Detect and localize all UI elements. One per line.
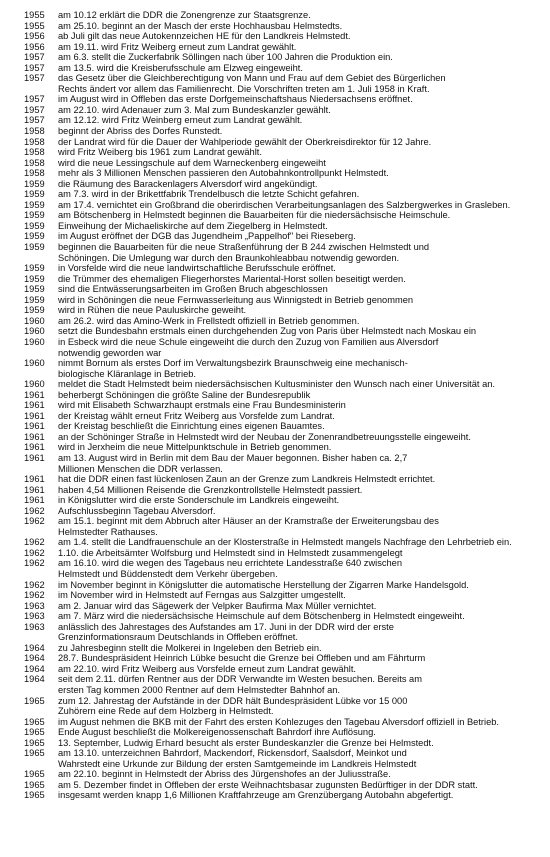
entry-text [58, 653, 544, 664]
entry-text [58, 453, 544, 474]
chronicle-entry [24, 432, 544, 443]
entry-year: 1959 [24, 273, 45, 284]
chronicle-entry [24, 474, 544, 485]
entry-text [58, 105, 544, 116]
chronicle-entry [24, 158, 544, 169]
entry-text [58, 326, 544, 337]
chronicle-entry [24, 168, 544, 179]
chronicle-entry [24, 485, 544, 496]
entry-text [58, 126, 544, 137]
chronicle-entry [24, 442, 544, 453]
entry-year: 1965 [24, 695, 45, 706]
entry-year: 1963 [24, 600, 45, 611]
entry-text [58, 717, 544, 728]
entry-text-line: am 22.10. wird Adenauer zum 3. Mal zum Bundeskanzler gewählt. [58, 104, 331, 115]
entry-text-line: Aufschlussbeginn Tagebau Alversdorf. [58, 505, 216, 516]
chronicle-entry [24, 674, 544, 695]
entry-year: 1961 [24, 474, 45, 485]
entry-text-line: wird in Rühen die neue Pauluskirche geweiht. [58, 305, 247, 316]
entry-year: 1957 [24, 62, 45, 73]
entry-text [58, 31, 544, 42]
entry-text-line: in Königslutter wird die erste Sonderschule im Landkreis eingeweiht. [58, 495, 340, 506]
entry-text-line: 13. September, Ludwig Erhard besucht als erster Bundeskanzler die Grenze bei Helmstedt. [58, 737, 434, 748]
chronicle-entry [24, 221, 544, 232]
entry-text-line: Grenzinformationsraum Deutschlands in Offleben eröffnet. [58, 632, 298, 643]
entry-text [58, 42, 544, 53]
chronicle-entry [24, 548, 544, 559]
entry-year: 1958 [24, 126, 45, 137]
entry-text-line: sind die Entwässerungsarbeiten im Großen Bruch abgeschlossen [58, 284, 328, 295]
entry-text-line: beherbergt Schöningen die größte Saline der Bundesrepublik [58, 389, 311, 400]
chronicle-entry [24, 63, 544, 74]
entry-text [58, 421, 544, 432]
entry-year: 1961 [24, 400, 45, 411]
entry-year: 1957 [24, 104, 45, 115]
chronicle-entry [24, 263, 544, 274]
entry-year: 1964 [24, 642, 45, 653]
entry-year: 1960 [24, 315, 45, 326]
entry-text-line: Rechts ändert vor allem das Familienrecht. Die Vorschriften treten am 1. Juli 1958 in Kraft. [58, 83, 430, 94]
entry-year: 1963 [24, 621, 45, 632]
chronicle-entry [24, 727, 544, 738]
entry-year: 1958 [24, 157, 45, 168]
entry-year: 1960 [24, 336, 45, 347]
entry-year: 1958 [24, 147, 45, 158]
entry-year: 1961 [24, 495, 45, 506]
entry-text-line: beginnt der Abriss des Dorfes Runstedt. [58, 126, 223, 137]
entry-text-line: der Kreistag beschließt die Einrichtung eines eigenen Bauamtes. [58, 421, 325, 432]
chronicle-entry [24, 73, 544, 94]
entry-text-line: mehr als 3 Millionen Menschen passieren den Autobahnkontrollpunkt Helmstedt. [58, 168, 389, 179]
entry-text [58, 52, 544, 63]
entry-year: 1963 [24, 611, 45, 622]
entry-text-line: biologische Kläranlage in Betrieb. [58, 368, 196, 379]
chronicle-entry [24, 147, 544, 158]
entry-year: 1959 [24, 242, 45, 253]
entry-text [58, 558, 544, 579]
chronicle-entry [24, 611, 544, 622]
entry-year: 1961 [24, 410, 45, 421]
entry-year: 1959 [24, 189, 45, 200]
entry-text-line: Wahrstedt eine Urkunde zur Bildung der ersten Samtgemeinde im Landkreis Helmstedt [58, 758, 417, 769]
entry-text [58, 622, 544, 643]
entry-text [58, 432, 544, 443]
entry-text-line: ersten Tag kommen 2000 Rentner auf dem Helmstedter Bahnhof an. [58, 685, 340, 695]
chronicle-entry [24, 189, 544, 200]
entry-text [58, 274, 544, 285]
entry-text-line: am 22.10. wird Fritz Weiberg aus Vorsfelde erneut zum Landrat gewählt. [58, 663, 356, 674]
entry-text [58, 769, 544, 780]
entry-year: 1959 [24, 305, 45, 316]
entry-text-line: am 10.12 erklärt die DDR die Zonengrenze zur Staatsgrenze. [58, 10, 311, 20]
entry-text [58, 643, 544, 654]
entry-text [58, 337, 544, 358]
entry-year: 1959 [24, 199, 45, 210]
entry-text [58, 411, 544, 422]
entry-text-line: insgesamt werden knapp 1,6 Millionen Kraftfahrzeuge am Grenzübergang Autobahn abgefertigt. [58, 790, 454, 801]
entry-year: 1965 [24, 769, 45, 780]
entry-text-line: Schöningen. Die Umlegung war durch den Braunkohleabbau notwendig geworden. [58, 252, 400, 263]
chronicle-entry [24, 105, 544, 116]
entry-text-line: wird Fritz Weiberg bis 1961 zum Landrat gewählt. [58, 147, 262, 158]
chronicle-entry [24, 31, 544, 42]
entry-text [58, 601, 544, 612]
entry-text [58, 242, 544, 263]
entry-year: 1955 [24, 10, 45, 20]
chronicle-entry [24, 696, 544, 717]
chronicle-entry [24, 316, 544, 327]
chronicle-entry [24, 390, 544, 401]
entry-text-line: die Trümmer des ehemaligen Fliegerhorstes Mariental-Horst sollen beseitigt werden. [58, 273, 406, 284]
entry-year: 1961 [24, 421, 45, 432]
entry-text [58, 210, 544, 221]
entry-year: 1956 [24, 31, 45, 42]
entry-year: 1960 [24, 326, 45, 337]
entry-text [58, 305, 544, 316]
entry-text [58, 696, 544, 717]
entry-text-line: haben 4,54 Millionen Reisende die Grenzkontrollstelle Helmstedt passiert. [58, 484, 363, 495]
entry-year: 1956 [24, 41, 45, 52]
entry-year: 1961 [24, 484, 45, 495]
entry-year: 1965 [24, 790, 45, 801]
chronicle-entry [24, 580, 544, 591]
entry-text [58, 738, 544, 749]
entry-text-line: Millionen Menschen die DDR verlassen. [58, 463, 223, 474]
chronicle-entry [24, 326, 544, 337]
entry-year: 1959 [24, 178, 45, 189]
entry-text-line: am 13.10. unterzeichnen Bahrdorf, Mackendorf, Rickensdorf, Saalsdorf, Meinkot und [58, 748, 407, 759]
chronicle-entry [24, 305, 544, 316]
entry-text-line: das Gesetz über die Gleichberechtigung von Mann und Frau auf dem Gebiet des Bürgerlichen [58, 73, 446, 84]
entry-text-line: notwendig geworden war [58, 347, 162, 358]
entry-text-line: am Bötschenberg in Helmstedt beginnen die Bauarbeiten für die niedersächsische Heimschule. [58, 210, 451, 221]
chronicle-entry [24, 274, 544, 285]
entry-year: 1962 [24, 537, 45, 548]
entry-text-line: am 12.12. wird Fritz Weinberg erneut zum Landrat gewählt. [58, 115, 303, 126]
entry-text-line: Einweihung der Michaeliskirche auf dem Ziegelberg in Helmstedt. [58, 220, 328, 231]
entry-text-line: in Vorsfelde wird die neue landwirtschaftliche Berufsschule eröffnet. [58, 263, 336, 274]
entry-text-line: wird in Schöningen die neue Fernwasserleitung aus Winnigstedt in Betrieb genommen [58, 294, 414, 305]
chronicle-entry [24, 601, 544, 612]
entry-text [58, 94, 544, 105]
entry-year: 1958 [24, 168, 45, 179]
chronicle-entry [24, 242, 544, 263]
entry-text-line: der Landrat wird für die Dauer der Wahlperiode gewählt der Oberkreisdirektor für 12 Jahre. [58, 136, 432, 147]
entry-text-line: meldet die Stadt Helmstedt beim niedersächsischen Kultusminister den Wunsch nach einer Universität an. [58, 379, 495, 390]
entry-year: 1959 [24, 210, 45, 221]
entry-text-line: Ende August beschließt die Molkereigenossenschaft Bahrdorf ihre Auflösung. [58, 727, 376, 738]
chronicle-entry [24, 769, 544, 780]
entry-year: 1960 [24, 379, 45, 390]
entry-text [58, 158, 544, 169]
chronicle-entry [24, 421, 544, 432]
entry-text [58, 73, 544, 94]
entry-text-line: wird in Jerxheim die neue Mittelpunktschule in Betrieb genommen. [58, 442, 332, 453]
entry-text-line: am 7.3. wird in der Brikettfabrik Trendelbusch die letzte Schicht gefahren. [58, 189, 360, 200]
entry-year: 1962 [24, 516, 45, 527]
entry-year: 1964 [24, 653, 45, 664]
chronicle-entry [24, 379, 544, 390]
chronicle-entry [24, 738, 544, 749]
chronicle-entry [24, 622, 544, 643]
entry-text [58, 506, 544, 517]
entry-text [58, 674, 544, 695]
entry-text-line: anlässlich des Jahrestages des Aufstandes am 17. Juni in der DDR wird der erste [58, 621, 394, 632]
entry-text-line: im November wird in Helmstedt auf Ferngas aus Salzgitter umgestellt. [58, 590, 346, 601]
entry-text [58, 474, 544, 485]
chronicle-entry [24, 537, 544, 548]
entry-text-line: im August wird in Offleben das erste Dorfgemeinschaftshaus Niedersachsens eröffnet. [58, 94, 413, 105]
entry-text-line: wird mit Elisabeth Schwarzhaupt erstmals eine Frau Bundesministerin [58, 400, 346, 411]
entry-text-line: nimmt Bornum als erstes Dorf im Verwaltungsbezirk Braunschweig eine mechanisch- [58, 358, 408, 369]
entry-year: 1962 [24, 579, 45, 590]
entry-text [58, 748, 544, 769]
entry-year: 1955 [24, 20, 45, 31]
entry-text [58, 231, 544, 242]
entry-text [58, 168, 544, 179]
entry-year: 1959 [24, 231, 45, 242]
chronicle-entry [24, 453, 544, 474]
entry-year: 1965 [24, 727, 45, 738]
entry-year: 1965 [24, 779, 45, 790]
entry-text [58, 727, 544, 738]
chronicle-list [24, 10, 544, 801]
entry-text [58, 664, 544, 675]
entry-text-line: ab Juli gilt das neue Autokennzeichen HE für den Landkreis Helmstedt. [58, 31, 351, 42]
chronicle-entry [24, 52, 544, 63]
entry-text [58, 147, 544, 158]
entry-text-line: am 25.10. beginnt an der Masch der erste Hochhausbau Helmstedts. [58, 20, 343, 31]
entry-year: 1957 [24, 115, 45, 126]
entry-text [58, 295, 544, 306]
entry-text [58, 400, 544, 411]
entry-text [58, 495, 544, 506]
chronicle-entry [24, 516, 544, 537]
chronicle-entry [24, 653, 544, 664]
entry-text [58, 115, 544, 126]
entry-year: 1964 [24, 663, 45, 674]
chronicle-entry [24, 42, 544, 53]
entry-text-line: zu Jahresbeginn stellt die Molkerei in Ingeleben den Betrieb ein. [58, 642, 322, 653]
entry-year: 1962 [24, 547, 45, 558]
entry-year: 1962 [24, 505, 45, 516]
entry-text-line: am 7. März wird die niedersächsische Heimschule auf dem Bötschenberg in Helmstedt eingeweiht. [58, 611, 465, 622]
entry-text-line: am 5. Dezember findet in Offleben der erste Weihnachtsbasar zugunsten Bedürftiger in der DDR statt. [58, 779, 478, 790]
entry-text [58, 390, 544, 401]
entry-year: 1962 [24, 558, 45, 569]
entry-text [58, 179, 544, 190]
entry-year: 1961 [24, 452, 45, 463]
entry-text-line: der Kreistag wählt erneut Fritz Weiberg aus Vorsfelde zum Landrat. [58, 410, 335, 421]
chronicle-entry [24, 590, 544, 601]
entry-text-line: 28.7. Bundespräsident Heinrich Lübke besucht die Grenze bei Offleben und am Fährturm [58, 653, 426, 664]
chronicle-entry [24, 358, 544, 379]
chronicle-entry [24, 790, 544, 801]
entry-text-line: seit dem 2.11. dürfen Rentner aus der DDR Verwandte im Westen besuchen. Bereits am [58, 674, 422, 685]
entry-text [58, 590, 544, 601]
entry-text-line: am 22.10. beginnt in Helmstedt der Abriss des Jürgenshofes an der Juliusstraße. [58, 769, 391, 780]
entry-text [58, 284, 544, 295]
entry-year: 1961 [24, 431, 45, 442]
entry-text [58, 10, 544, 21]
entry-year: 1960 [24, 358, 45, 369]
entry-text [58, 790, 544, 801]
entry-text [58, 780, 544, 791]
chronicle-entry [24, 780, 544, 791]
chronicle-entry [24, 495, 544, 506]
entry-text-line: am 17.4. vernichtet ein Großbrand die oberirdischen Verarbeitungsanlagen des Salzbergwerkes in Grasleben. [58, 199, 511, 210]
entry-text [58, 358, 544, 379]
entry-year: 1964 [24, 674, 45, 685]
entry-text-line: hat die DDR einen fast lückenlosen Zaun an der Grenze zum Landkreis Helmstedt errichtet. [58, 474, 436, 485]
entry-year: 1965 [24, 737, 45, 748]
entry-text-line: am 13.5. wird die Kreisberufsschule am Elzweg eingeweiht. [58, 62, 303, 73]
entry-text-line: am 13. August wird in Berlin mit dem Bau der Mauer begonnen. Bisher haben ca. 2,7 [58, 452, 408, 463]
entry-text-line: zum 12. Jahrestag der Aufstände in der DDR hält Bundespräsident Lübke vor 15 000 [58, 695, 408, 706]
entry-text [58, 516, 544, 537]
chronicle-entry [24, 210, 544, 221]
entry-year: 1959 [24, 284, 45, 295]
entry-text [58, 379, 544, 390]
entry-text [58, 611, 544, 622]
entry-year: 1957 [24, 94, 45, 105]
entry-year: 1962 [24, 590, 45, 601]
chronicle-entry [24, 400, 544, 411]
chronicle-entry [24, 284, 544, 295]
entry-text [58, 221, 544, 232]
entry-year: 1958 [24, 136, 45, 147]
entry-text [58, 537, 544, 548]
chronicle-entry [24, 21, 544, 32]
chronicle-entry [24, 10, 544, 21]
entry-text [58, 548, 544, 559]
chronicle-entry [24, 115, 544, 126]
chronicle-entry [24, 558, 544, 579]
chronicle-entry [24, 506, 544, 517]
chronicle-entry [24, 295, 544, 306]
entry-text [58, 580, 544, 591]
entry-text-line: am 6.3. stellt die Zuckerfabrik Söllingen nach über 100 Jahren die Produktion ein. [58, 52, 393, 63]
entry-text-line: am 19.11. wird Fritz Weiberg erneut zum Landrat gewählt. [58, 41, 297, 52]
chronicle-entry [24, 717, 544, 728]
chronicle-entry [24, 137, 544, 148]
entry-text [58, 63, 544, 74]
entry-text-line: im August eröffnet der DGB das Jugendheim „Pappelhof" bei Rieseberg. [58, 231, 356, 242]
entry-text-line: am 1.4. stellt die Landfrauenschule an der Klosterstraße in Helmstedt mangels Nachfrage den Lehrbetrieb ein. [58, 537, 512, 548]
entry-year: 1959 [24, 294, 45, 305]
entry-text-line: setzt die Bundesbahn erstmals einen durchgehenden Zug von Paris über Helmstedt nach Moskau ein [58, 326, 477, 337]
entry-year: 1959 [24, 220, 45, 231]
chronicle-entry [24, 748, 544, 769]
chronicle-entry [24, 179, 544, 190]
entry-text-line: 1.10. die Arbeitsämter Wolfsburg und Helmstedt sind in Helmstedt zusammengelegt [58, 547, 403, 558]
entry-text [58, 21, 544, 32]
entry-text-line: an der Schöninger Straße in Helmstedt wird der Neubau der Zonenrandbetreuungsstelle eingeweiht. [58, 431, 471, 442]
entry-text [58, 442, 544, 453]
entry-text-line: Zuhörern eine Rede auf dem Holzberg in Helmstedt. [58, 706, 274, 717]
chronicle-entry [24, 126, 544, 137]
entry-text-line: am 2. Januar wird das Sägewerk der Velpker Baufirma Max Müller vernichtet. [58, 600, 377, 611]
entry-text [58, 137, 544, 148]
entry-year: 1965 [24, 716, 45, 727]
entry-text-line: in Esbeck wird die neue Schule eingeweiht die durch den Zuzug von Familien aus Alversdorf [58, 336, 439, 347]
chronicle-entry [24, 200, 544, 211]
entry-year: 1965 [24, 748, 45, 759]
chronicle-entry [24, 337, 544, 358]
entry-text [58, 200, 544, 211]
entry-text-line: wird die neue Lessingschule auf dem Warneckenberg eingeweiht [58, 157, 326, 168]
entry-year: 1957 [24, 73, 45, 84]
entry-text-line: die Räumung des Barackenlagers Alversdorf wird angekündigt. [58, 178, 318, 189]
chronicle-entry [24, 643, 544, 654]
chronicle-entry [24, 664, 544, 675]
entry-text-line: beginnen die Bauarbeiten für die neue Straßenführung der B 244 zwischen Helmstedt und [58, 242, 430, 253]
entry-text-line: im November beginnt in Königslutter die automatische Herstellung der Zigarren Marke Handelsgold. [58, 579, 469, 590]
entry-text-line: am 15.1. beginnt mit dem Abbruch alter Häuser an der Kramstraße der Erweiterungsbau des [58, 516, 439, 527]
entry-year: 1959 [24, 263, 45, 274]
entry-text-line: Helmstedter Rathauses. [58, 526, 158, 537]
entry-year: 1957 [24, 52, 45, 63]
chronicle-entry [24, 231, 544, 242]
entry-text-line: Helmstedt und Büddenstedt dem Verkehr übergeben. [58, 568, 278, 579]
entry-text [58, 263, 544, 274]
entry-text-line: im August nehmen die BKB mit der Fahrt des ersten Kohlezuges den Tagebau Alversdorf offiziell in Betrieb. [58, 716, 499, 727]
chronicle-entry [24, 94, 544, 105]
entry-year: 1961 [24, 442, 45, 453]
entry-text-line: am 16.10. wird die wegen des Tagebaus neu errichtete Landesstraße 640 zwischen [58, 558, 403, 569]
entry-year: 1961 [24, 389, 45, 400]
chronicle-entry [24, 411, 544, 422]
entry-text [58, 316, 544, 327]
entry-text [58, 189, 544, 200]
entry-text-line: am 26.2. wird das Amino-Werk in Frellstedt offiziell in Betrieb genommen. [58, 315, 360, 326]
entry-text [58, 485, 544, 496]
